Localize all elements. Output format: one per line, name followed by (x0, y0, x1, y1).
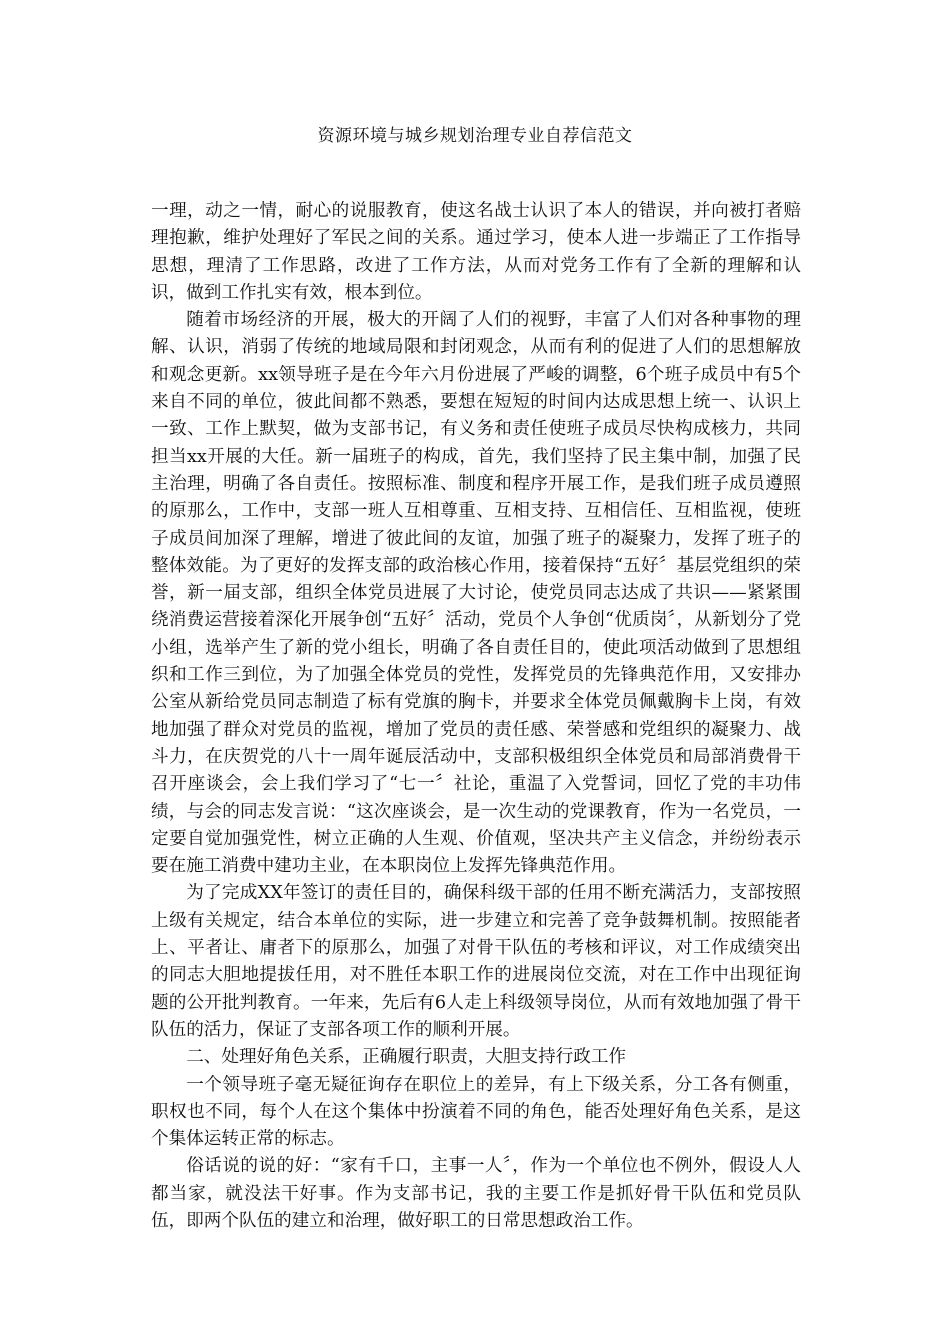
paragraph: 一理，动之一情，耐心的说服教育，使这名战士认识了本人的错误，并向被打者赔理抱歉，维护处理好了军民之间的关系。通过学习，使本人进一步端正了工作指导思想，理清了工作思路，改进了工作方法，从而对党务工作有了全新的理解和认识，做到工作扎实有效，根本到位。 (151, 201, 801, 303)
document-title: 资源环境与城乡规划治理专业自荐信范文 (317, 126, 633, 146)
paragraph: 为了完成XX年签订的责任目的，确保科级干部的任用不断充满活力，支部按照上级有关规定，结合本单位的实际，进一步建立和完善了竞争鼓舞机制。按照能者上、平者让、庸者下的原那么，加强了对骨干队伍的考核和评议，对工作成绩突出的同志大胆地提拔任用，对不胜任本职工作的进展岗位交流，对在工作中出现征询题的公开批判教育。一年来，先后有6人走上科级领导岗位，从而有效地加强了骨干队伍的活力，保证了支部各项工作的顺利开展。 (151, 883, 801, 1040)
paragraph: 随着市场经济的开展，极大的开阔了人们的视野，丰富了人们对各种事物的理解、认识，消弱了传统的地域局限和封闭观念，从而有利的促进了人们的思想解放和观念更新。xx领导班子是在今年六月份进展了严峻的调整，6个班子成员中有5个来自不同的单位，彼此间都不熟悉，要想在短短的时间内达成思想上统一、认识上一致、工作上默契，做为支部书记，有义务和责任使班子成员尽快构成核力，共同担当xx开展的大任。新一届班子的构成，首先，我们坚持了民主集中制，加强了民主治理，明确了各自责任。按照标准、制度和程序开展工作，是我们班子成员遵照的原那么，工作中，支部一班人互相尊重、互相支持、互相信任、互相监视，使班子成员间加深了理解，增进了彼此间的友谊，加强了班子的凝聚力，发挥了班子的整体效能。为了更好的发挥支部的政治核心作用，接着保持“五好〞基层党组织的荣誉，新一届支部，组织全体党员进展了大讨论，使党员同志达成了共识——紧紧围绕消费运营接着深化开展争创“五好〞活动，党员个人争创“优质岗〞，从新划分了党小组，选举产生了新的党小组长，明确了各自责任目的，使此项活动做到了思想组织和工作三到位，为了加强全体党员的党性，发挥党员的先锋典范作用，又安排办公室从新给党员同志制造了标有党旗的胸卡，并要求全体党员佩戴胸卡上岗，有效地加强了群众对党员的监视，增加了党员的责任感、荣誉感和党组织的凝聚力、战斗力，在庆贺党的八十一周年诞辰活动中，支部积极组织全体党员和局部消费骨干召开座谈会，会上我们学习了“七一〞社论，重温了入党誓词，回忆了党的丰功伟绩，与会的同志发言说：“这次座谈会，是一次生动的党课教育，作为一名党员，一定要自觉加强党性，树立正确的人生观、价值观，坚决共产主义信念，并纷纷表示要在施工消费中建功主业，在本职岗位上发挥先锋典范作用。 (151, 310, 801, 877)
section-heading: 二、处理好角色关系，正确履行职责，大胆支持行政工作 (186, 1047, 627, 1068)
paragraph: 一个领导班子毫无疑征询存在职位上的差异，有上下级关系，分工各有侧重，职权也不同，每个人在这个集体中扮演着不同的角色，能否处理好角色关系，是这个集体运转正常的标志。 (151, 1074, 801, 1150)
document-body (151, 198, 801, 1235)
paragraph: 俗话说的说的好：“家有千口，主事一人〞，作为一个单位也不例外，假设人人都当家，就没法干好事。作为支部书记，我的主要工作是抓好骨干队伍和党员队伍，即两个队伍的建立和治理，做好职工的日常思想政治工作。 (151, 1156, 801, 1231)
